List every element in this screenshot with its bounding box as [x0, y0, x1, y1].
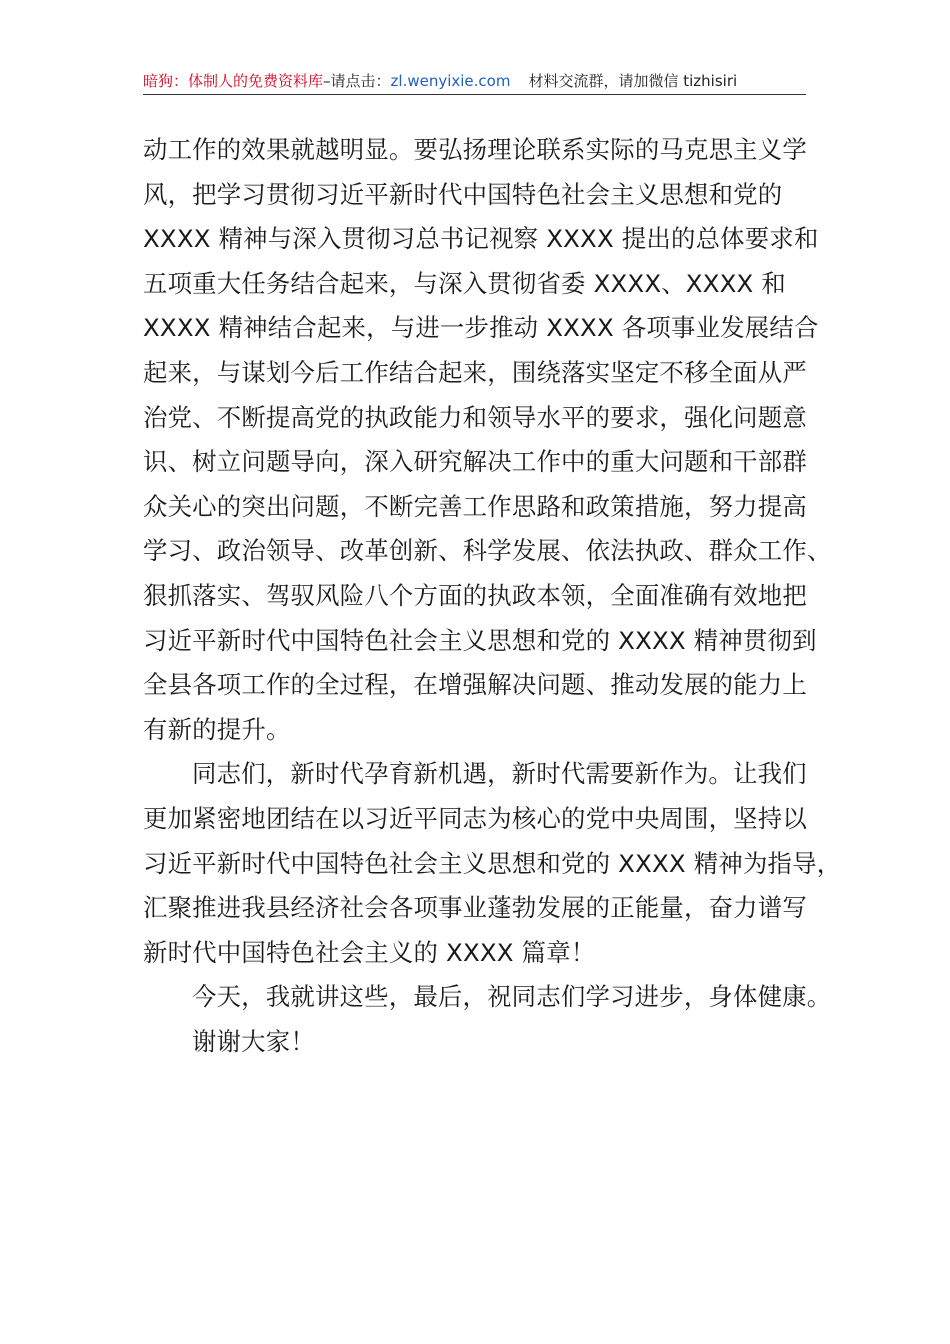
text-line: 五项重大任务结合起来，与深入贯彻省委 XXXX、XXXX 和: [143, 268, 786, 298]
text-line: 识、树立问题导向，深入研究解决工作中的重大问题和干部群: [143, 447, 807, 477]
paragraph-start-line: 今天，我就讲这些，最后，祝同志们学习进步，身体健康。: [192, 982, 832, 1012]
text-line: 有新的提升。: [143, 714, 291, 744]
page-header: [143, 68, 806, 95]
text-line: 习近平新时代中国特色社会主义思想和党的 XXXX 精神为指导，: [143, 848, 842, 878]
text-line: 汇聚推进我县经济社会各项事业蓬勃发展的正能量，奋力谱写: [143, 893, 807, 923]
header-brand: 暗狗：体制人的免费资料库: [143, 72, 324, 90]
header-prompt: –请点击：: [323, 72, 391, 90]
text-line: 治党、不断提高党的执政能力和领导水平的要求，强化问题意: [143, 402, 807, 432]
text-line: XXXX 精神结合起来，与进一步推动 XXXX 各项事业发展结合: [143, 313, 819, 343]
text-line: 新时代中国特色社会主义的 XXXX 篇章！: [143, 937, 596, 967]
text-line: 全县各项工作的全过程，在增强解决问题、推动发展的能力上: [143, 670, 807, 700]
header-wechat: 材料交流群，请加微信 tizhisiri: [528, 72, 738, 90]
text-line: 更加紧密地团结在以习近平同志为核心的党中央周围，坚持以: [143, 803, 807, 833]
text-line: 习近平新时代中国特色社会主义思想和党的 XXXX 精神贯彻到: [143, 625, 817, 655]
text-line: 风，把学习贯彻习近平新时代中国特色社会主义思想和党的: [143, 179, 783, 209]
paragraph-start-line: 同志们，新时代孕育新机遇，新时代需要新作为。让我们: [192, 759, 807, 789]
text-line: 动工作的效果就越明显。要弘扬理论联系实际的马克思主义学: [143, 135, 807, 164]
text-line: 起来，与谋划今后工作结合起来，围绕落实坚定不移全面从严: [143, 357, 807, 387]
document-body: [143, 128, 842, 1064]
text-line: 学习、政治领导、改革创新、科学发展、依法执政、群众工作、: [143, 536, 832, 566]
text-line: 众关心的突出问题，不断完善工作思路和政策措施，努力提高: [143, 491, 807, 521]
text-line: 狠抓落实、驾驭风险八个方面的执政本领，全面准确有效地把: [143, 580, 807, 610]
header-url-link[interactable]: zl.wenyixie.com: [390, 72, 511, 90]
text-line: XXXX 精神与深入贯彻习总书记视察 XXXX 提出的总体要求和: [143, 224, 819, 254]
closing-line: 谢谢大家！: [192, 1026, 315, 1056]
